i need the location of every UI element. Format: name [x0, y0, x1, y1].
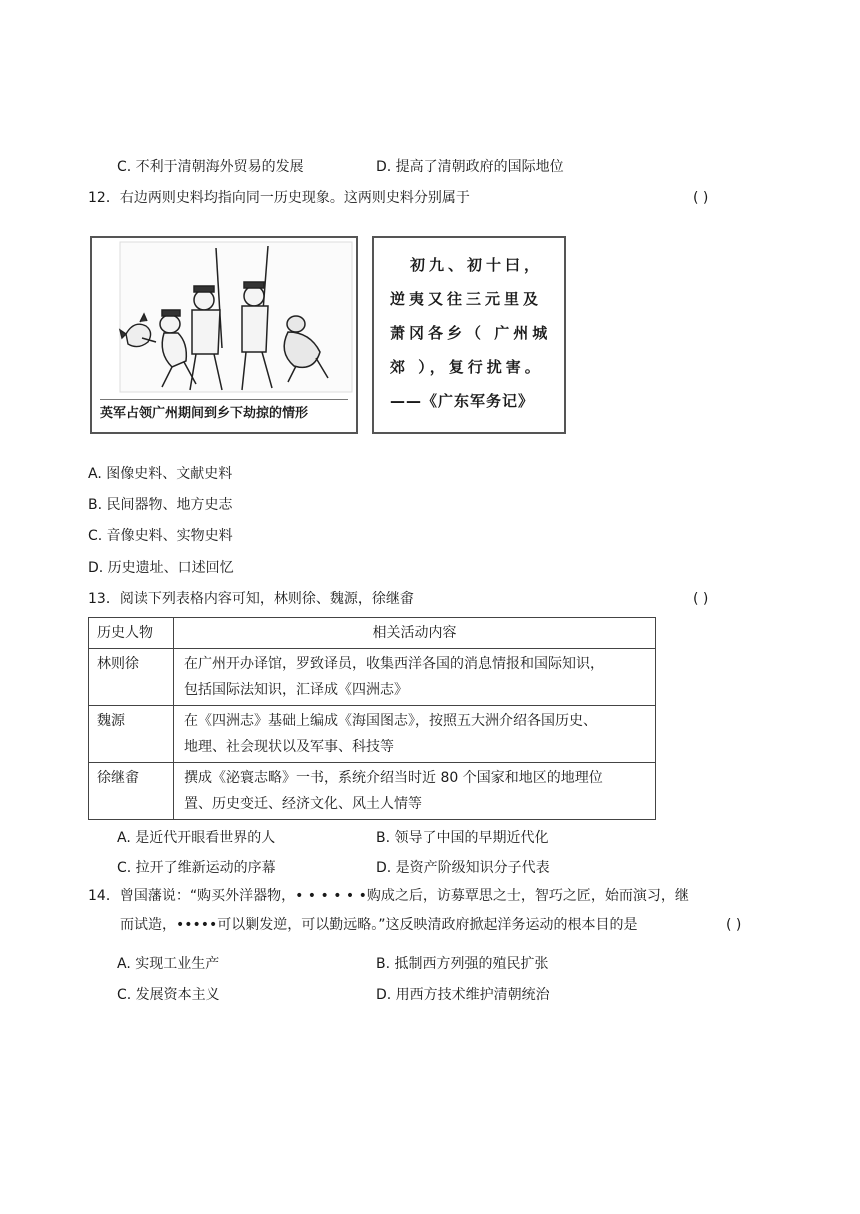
activity-line: 置、历史变迁、经济文化、风土人情等	[184, 796, 422, 812]
q14-option-d: D. 用西方技术维护清朝统治	[376, 987, 550, 1003]
table-header-row	[89, 618, 656, 649]
activity-content	[174, 649, 656, 706]
q14-answer-paren: ( )	[726, 917, 742, 933]
q13-option-c: C. 拉开了维新运动的序幕	[117, 860, 276, 876]
q13-stem: 13．阅读下列表格内容可知，林则徐、魏源，徐继畬	[88, 591, 414, 607]
q12-stem: 12．右边两则史料均指向同一历史现象。这两则史料分别属于	[88, 190, 470, 206]
q12-option-a: A. 图像史料、文献史料	[88, 466, 233, 482]
activity-content	[174, 763, 656, 820]
q14-option-c: C. 发展资本主义	[117, 987, 220, 1003]
q13-option-a: A. 是近代开眼看世界的人	[117, 830, 276, 846]
q14-option-b: B. 抵制西方列强的殖民扩张	[376, 956, 549, 972]
table-row	[89, 706, 656, 763]
q12-answer-paren: ( )	[693, 190, 709, 206]
activity-line: 包括国际法知识，汇译成《四洲志》	[184, 682, 408, 698]
q11-option-d: D. 提高了清朝政府的国际地位	[376, 159, 564, 175]
q13-table	[88, 617, 656, 820]
activity-line: 地理、社会现状以及军事、科技等	[184, 739, 394, 755]
q12-illustration-caption: 英军占领广州期间到乡下劫掠的情形	[100, 399, 348, 428]
doc-line: 萧冈各乡（ 广州城	[390, 324, 552, 342]
q12-illustration	[90, 236, 358, 434]
soldiers-looting-illustration	[92, 238, 356, 396]
q14-stem-line2: 而试造，•••••可以剿发逆，可以勤远略。”这反映清政府掀起洋务运动的根本目的是	[120, 917, 638, 933]
q12-document-text	[390, 248, 552, 418]
activity-line: 在广州开办译馆，罗致译员，收集西洋各国的消息情报和国际知识，	[184, 656, 604, 672]
activity-content	[174, 706, 656, 763]
doc-source: ——《广东军务记》	[390, 392, 535, 410]
doc-line: 郊 ），复行扰害。	[390, 358, 544, 376]
q13-option-b: B. 领导了中国的早期近代化	[376, 830, 549, 846]
q12-option-d: D. 历史遗址、口述回忆	[88, 560, 234, 576]
table-row	[89, 763, 656, 820]
header-person: 历史人物	[89, 618, 174, 649]
q11-option-c: C. 不利于清朝海外贸易的发展	[117, 159, 304, 175]
header-activity: 相关活动内容	[174, 618, 656, 649]
q13-answer-paren: ( )	[693, 591, 709, 607]
doc-line: 初九、初十曰，	[410, 256, 544, 274]
q14-stem-line1: 14．曾国藩说：“购买外洋器物，• • • • • •购成之后，访募覃思之士，智巧之匠，始而演习，继	[88, 888, 689, 904]
q13-option-d: D. 是资产阶级知识分子代表	[376, 860, 550, 876]
person-name: 林则徐	[89, 649, 174, 706]
doc-line: 逆夷又往三元里及	[390, 290, 543, 308]
person-name: 徐继畬	[89, 763, 174, 820]
q12-option-b: B. 民间器物、地方史志	[88, 497, 233, 513]
q12-document-excerpt	[372, 236, 566, 434]
activity-line: 在《四洲志》基础上编成《海国图志》，按照五大洲介绍各国历史、	[184, 713, 597, 729]
person-name: 魏源	[89, 706, 174, 763]
q14-option-a: A. 实现工业生产	[117, 956, 220, 972]
activity-line: 撰成《泌寰志略》一书，系统介绍当时近 80 个国家和地区的地理位	[184, 770, 603, 786]
q12-option-c: C. 音像史料、实物史料	[88, 528, 233, 544]
table-row	[89, 649, 656, 706]
